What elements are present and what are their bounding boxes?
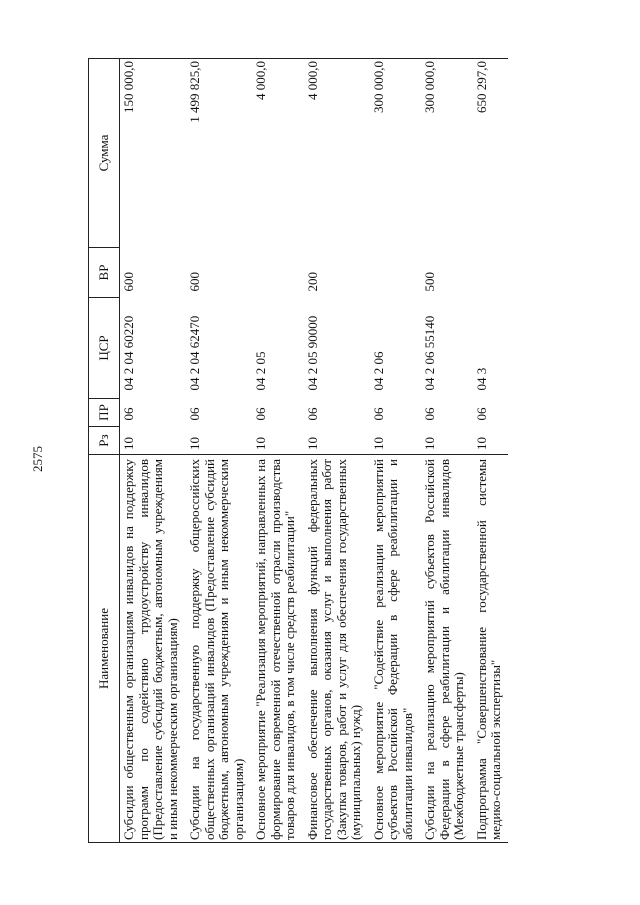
row-sum: 4 000,0 bbox=[304, 59, 370, 248]
row-vr bbox=[473, 248, 508, 298]
row-pr: 06 bbox=[187, 407, 202, 421]
row-vr: 600 bbox=[121, 272, 136, 292]
row-name: Основное мероприятие "Содействие реализации мероприятий субъектов Российской Федерации в сфере реабилитации и абилитации инвалидов" bbox=[370, 455, 422, 843]
table-row bbox=[304, 59, 370, 843]
row-sum: 4 000,0 bbox=[252, 59, 304, 248]
row-vr: 600 bbox=[187, 272, 202, 292]
row-sum: 1 499 825,0 bbox=[186, 59, 252, 248]
table-row bbox=[370, 59, 422, 843]
header-vr: ВР bbox=[89, 248, 120, 298]
header-sum: Сумма bbox=[89, 59, 120, 248]
row-rz: 10 bbox=[304, 437, 320, 450]
row-name: Субсидии общественным организациям инвалидов на поддержку программ по содействию трудоустройству инвалидов (Предоставление субсидий бюджетным, автономным учреждениям и иным некоммерческим организациям) bbox=[120, 455, 187, 843]
rotated-page bbox=[88, 59, 598, 843]
table-row bbox=[120, 59, 187, 843]
row-csr: 04 2 06 55140 bbox=[422, 315, 437, 391]
row-csr: 04 2 04 60220 bbox=[121, 315, 136, 391]
row-vr: 200 bbox=[304, 272, 320, 292]
row-name: Подпрограмма "Совершенствование государственной системы медико-социальной экспертизы" bbox=[473, 455, 508, 843]
row-csr: 04 3 bbox=[473, 367, 489, 391]
row-rz: 10 bbox=[121, 437, 136, 450]
row-vr: 500 bbox=[422, 272, 437, 292]
row-pr: 06 bbox=[473, 407, 489, 421]
row-rz: 10 bbox=[187, 437, 202, 450]
table-header-row bbox=[89, 59, 120, 843]
header-csr: ЦСР bbox=[89, 298, 120, 399]
header-pr: ПР bbox=[89, 399, 120, 427]
header-name: Наименование bbox=[89, 455, 120, 843]
row-pr: 06 bbox=[422, 407, 437, 421]
header-rz: Рз bbox=[89, 427, 120, 455]
row-sum: 150 000,0 bbox=[120, 59, 187, 248]
table-row bbox=[421, 59, 473, 843]
row-pr: 06 bbox=[304, 407, 320, 421]
table-row bbox=[186, 59, 252, 843]
row-rz: 10 bbox=[473, 437, 489, 450]
table-row bbox=[473, 59, 508, 843]
row-rz: 10 bbox=[370, 437, 386, 450]
budget-table bbox=[88, 58, 508, 843]
row-vr bbox=[252, 248, 304, 298]
row-name: Субсидии на государственную поддержку общероссийских общественных организаций инвалидов (Предоставление субсидий бюджетным, автономным учреждениям и иным некоммерческим организациям) bbox=[186, 455, 252, 843]
row-vr bbox=[370, 248, 422, 298]
row-sum: 300 000,0 bbox=[370, 59, 422, 248]
row-pr: 06 bbox=[370, 407, 386, 421]
row-pr: 06 bbox=[253, 407, 268, 421]
row-csr: 04 2 06 bbox=[370, 351, 386, 391]
row-rz: 10 bbox=[253, 437, 268, 450]
row-csr: 04 2 05 bbox=[253, 351, 268, 391]
row-name: Финансовое обеспечение выполнения функций федеральных государственных органов, оказания услуг и выполнения работ (Закупка товаров, работ и услуг для обеспечения государственных (муниципальных) нужд) bbox=[304, 455, 370, 843]
table-row bbox=[252, 59, 304, 843]
row-rz: 10 bbox=[422, 437, 437, 450]
row-sum: 650 297,0 bbox=[473, 59, 508, 248]
row-csr: 04 2 05 90000 bbox=[304, 315, 320, 391]
page-number: 2575 bbox=[30, 446, 45, 472]
row-csr: 04 2 04 62470 bbox=[187, 315, 202, 391]
row-name: Основное мероприятие "Реализация мероприятий, направленных на формирование современной отечественной отрасли производства товаров для инвалидов, в том числе средств реабилитации" bbox=[252, 455, 304, 843]
row-pr: 06 bbox=[121, 407, 136, 421]
row-name: Субсидии на реализацию мероприятий субъектов Российской Федерации в сфере реабилитации и абилитации инвалидов (Межбюджетные трансферты) bbox=[421, 455, 473, 843]
row-sum: 300 000,0 bbox=[421, 59, 473, 248]
